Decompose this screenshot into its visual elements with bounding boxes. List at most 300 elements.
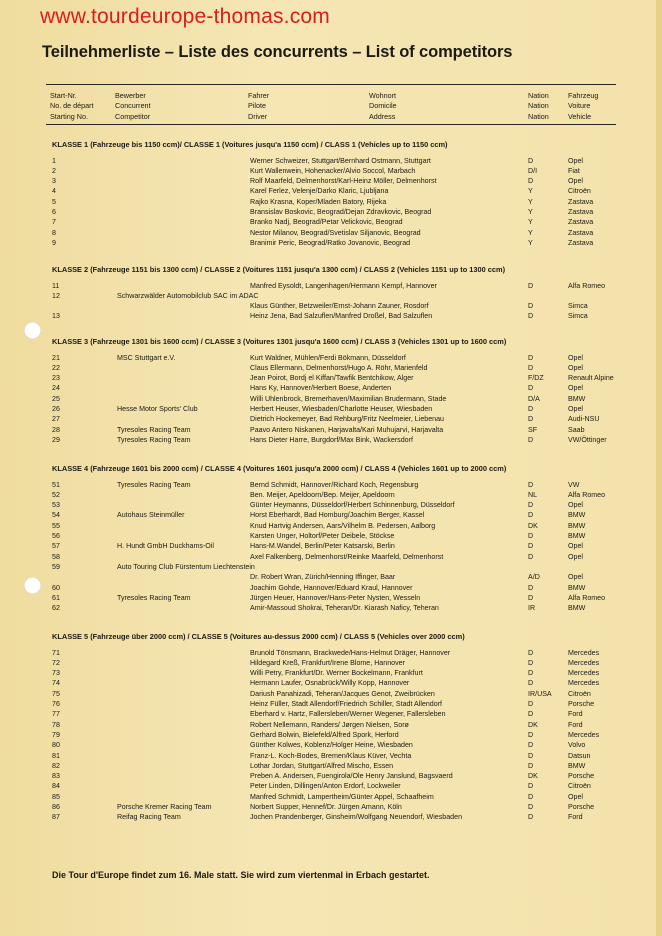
competitor-name: Auto Touring Club Fürstentum Liechtenstein xyxy=(117,562,255,571)
start-number: 21 xyxy=(52,353,60,362)
table-row xyxy=(0,521,662,531)
header-label: Start-Nr. xyxy=(50,91,77,100)
vehicle-make: Mercedes xyxy=(568,669,600,678)
driver-names: Knud Hartvig Andersen, Aars/Vilhelm B. Pedersen, Aalborg xyxy=(250,521,436,530)
driver-names: Hans Ky, Hannover/Herbert Boese, Anderten xyxy=(250,384,392,393)
table-row xyxy=(0,781,662,791)
start-number: 26 xyxy=(52,405,60,413)
vehicle-make: BMW xyxy=(568,761,586,770)
competitor-name: Tyresoles Racing Team xyxy=(117,593,191,602)
driver-names: Hildegard Kreß, Frankfurt/Irene Blome, Hannover xyxy=(250,658,405,667)
table-row xyxy=(0,301,662,311)
class-title: KLASSE 5 (Fahrzeuge über 2000 ccm) / CLASSE 5 (Voitures au-dessus 2000 ccm) / CLASS 5 (Vehicles over 2000 ccm) xyxy=(52,632,465,641)
driver-names: Branimir Peric, Beograd/Ratko Jovanovic, Beograd xyxy=(250,238,411,247)
table-row xyxy=(0,404,662,414)
header-label: Vehicle xyxy=(568,111,592,121)
driver-names: Rolf Maarfeld, Delmenhorst/Karl-Heinz Möller, Delmenhorst xyxy=(250,177,437,186)
vehicle-make: Opel xyxy=(568,363,583,372)
header-label: Nation xyxy=(528,111,549,121)
nation-code: D xyxy=(528,480,534,489)
site-link[interactable]: www.tourdeurope-thomas.com xyxy=(40,5,330,28)
footer-note: Die Tour d'Europe findet zum 16. Male statt. Sie wird zum viertenmal in Erbach gestartet. xyxy=(52,870,430,880)
vehicle-make: Mercedes xyxy=(568,679,600,688)
start-number: 3 xyxy=(52,177,56,186)
driver-names: Heinz Jena, Bad Salzuflen/Manfred Droßel, Bad Salzuflen xyxy=(250,312,433,321)
nation-code: NL xyxy=(528,490,538,499)
start-number: 85 xyxy=(52,792,60,801)
start-number: 12 xyxy=(52,291,60,300)
nation-code: D xyxy=(528,593,534,602)
start-number: 4 xyxy=(52,187,56,196)
vehicle-make: VW xyxy=(568,480,580,489)
start-number: 24 xyxy=(52,384,60,393)
table-row xyxy=(0,353,662,363)
start-number: 81 xyxy=(52,751,60,760)
nation-code: D xyxy=(528,648,534,657)
start-number: 1 xyxy=(52,156,56,165)
nation-code: D xyxy=(528,435,534,444)
nation-code: D xyxy=(528,511,534,520)
table-row xyxy=(0,802,662,812)
driver-names: Hermann Laufer, Osnabrück/Willy Kopp, Hannover xyxy=(250,679,410,688)
table-row xyxy=(0,562,662,572)
driver-names: Kurt Waldner, Mühlen/Ferdi Bökmann, Düsseldorf xyxy=(250,353,406,362)
vehicle-make: Opel xyxy=(568,542,583,551)
start-number: 7 xyxy=(52,218,56,227)
vehicle-make: Renault Alpine xyxy=(568,374,614,383)
nation-code: A/D xyxy=(528,573,540,582)
competitor-name: Schwarzwälder Automobilclub SAC im ADAC xyxy=(117,291,259,300)
vehicle-make: Opel xyxy=(568,552,583,561)
start-number: 74 xyxy=(52,679,60,688)
start-number: 60 xyxy=(52,583,60,592)
start-number: 59 xyxy=(52,562,60,571)
header-label: Fahrer xyxy=(248,91,270,100)
vehicle-make: VW/Öttinger xyxy=(568,435,607,444)
driver-names: Willi Petry, Frankfurt/Dr. Werner Bockelmann, Frankfurt xyxy=(250,669,423,678)
nation-code: Y xyxy=(528,218,533,227)
nation-code: D xyxy=(528,532,534,540)
driver-names: Karel Ferlez, Velenje/Darko Klaric, Ljubljana xyxy=(250,187,389,196)
table-row xyxy=(0,541,662,551)
vehicle-make: Mercedes xyxy=(568,658,600,667)
start-number: 51 xyxy=(52,480,60,489)
driver-names: Lothar Jordan, Stuttgart/Alfred Mischo, Essen xyxy=(250,761,394,770)
vehicle-make: Alfa Romeo xyxy=(568,593,606,602)
start-number: 75 xyxy=(52,689,60,698)
start-number: 82 xyxy=(52,761,60,770)
start-number: 73 xyxy=(52,669,60,678)
start-number: 29 xyxy=(52,435,60,444)
nation-code: D xyxy=(528,405,534,413)
table-row xyxy=(0,228,662,238)
header-label: Fahrzeug xyxy=(568,91,599,100)
header-vehicle xyxy=(568,91,598,122)
header-label: Address xyxy=(369,111,396,121)
punch-hole xyxy=(24,322,41,339)
nation-code: D xyxy=(528,552,534,561)
vehicle-make: Simca xyxy=(568,302,588,311)
table-row xyxy=(0,311,662,321)
table-row xyxy=(0,552,662,562)
competitor-name: Hesse Motor Sports' Club xyxy=(117,405,198,413)
driver-names: Dr. Robert Wran, Zürich/Henning Iffinger, Baar xyxy=(250,573,396,582)
nation-code: D xyxy=(528,363,534,372)
driver-names: Ben. Meijer, Apeldoorn/Bep. Meijer, Apeldoorn xyxy=(250,490,395,499)
start-number: 13 xyxy=(52,312,60,321)
driver-names: Paavo Antero Niskanen, Harjavalta/Kari Muhujarvi, Harjavalta xyxy=(250,425,444,434)
driver-names: Werner Schweizer, Stuttgart/Bernhard Ostmann, Stuttgart xyxy=(250,156,431,165)
driver-names: Manfred Eysoldt, Langenhagen/Hermann Kempf, Hannover xyxy=(250,281,437,290)
nation-code: D xyxy=(528,813,534,822)
table-row xyxy=(0,572,662,582)
start-number: 76 xyxy=(52,700,60,708)
header-start-no xyxy=(50,91,94,122)
driver-names: Joachim Gohde, Hannover/Eduard Kraul, Hannover xyxy=(250,583,413,592)
nation-code: IR/USA xyxy=(528,689,552,698)
vehicle-make: BMW xyxy=(568,583,586,592)
table-row xyxy=(0,730,662,740)
start-number: 23 xyxy=(52,374,60,383)
table-row xyxy=(0,166,662,176)
table-row xyxy=(0,689,662,699)
competitor-name: Autohaus Steinmüller xyxy=(117,511,185,520)
start-number: 80 xyxy=(52,741,60,750)
table-row xyxy=(0,281,662,291)
vehicle-make: Opel xyxy=(568,353,583,362)
table-row xyxy=(0,761,662,771)
vehicle-make: BMW xyxy=(568,511,586,520)
table-row xyxy=(0,363,662,373)
nation-code: Y xyxy=(528,228,533,237)
vehicle-make: Opel xyxy=(568,501,583,510)
vehicle-make: Opel xyxy=(568,156,583,165)
nation-code: D xyxy=(528,658,534,667)
table-row xyxy=(0,593,662,603)
vehicle-make: BMW xyxy=(568,532,586,540)
table-row xyxy=(0,238,662,248)
vehicle-make: BMW xyxy=(568,604,586,613)
table-row xyxy=(0,583,662,593)
driver-names: Horst Eberhardt, Bad Homburg/Joachim Berger, Kassel xyxy=(250,511,425,520)
driver-names: Willi Uhlenbrock, Bremerhaven/Maximilian Brudermann, Stade xyxy=(250,394,447,403)
nation-code: SF xyxy=(528,425,538,434)
nation-code: D xyxy=(528,312,534,321)
header-label: Competitor xyxy=(115,111,151,121)
competitor-name: Porsche Kremer Racing Team xyxy=(117,803,212,811)
vehicle-make: Alfa Romeo xyxy=(568,490,606,499)
start-number: 11 xyxy=(52,281,60,290)
nation-code: DK xyxy=(528,521,538,530)
header-driver xyxy=(248,91,269,122)
driver-names: Gerhard Bolwin, Bielefeld/Alfred Spork, Herford xyxy=(250,730,399,739)
start-number: 78 xyxy=(52,720,60,729)
nation-code: D xyxy=(528,177,534,186)
start-number: 77 xyxy=(52,710,60,719)
vehicle-make: Zastava xyxy=(568,218,594,227)
header-label: Voiture xyxy=(568,101,591,111)
start-number: 54 xyxy=(52,511,60,520)
vehicle-make: Datsun xyxy=(568,751,591,760)
vehicle-make: BMW xyxy=(568,521,586,530)
driver-names: Axel Falkenberg, Delmenhorst/Reinke Maarfeld, Delmenhorst xyxy=(250,552,444,561)
header-label: Nation xyxy=(528,91,549,100)
table-row xyxy=(0,186,662,196)
competitor-name: H. Hundt GmbH Duckhams-Oil xyxy=(117,542,214,551)
driver-names: Hans Dieter Harre, Burgdorf/Max Bink, Wackersdorf xyxy=(250,435,413,444)
nation-code: D xyxy=(528,669,534,678)
table-row xyxy=(0,394,662,404)
header-label: Starting No. xyxy=(50,111,88,121)
nation-code: D xyxy=(528,542,534,551)
table-row xyxy=(0,751,662,761)
driver-names: Hans-M.Wandel, Berlin/Peter Katsarski, Berlin xyxy=(250,542,395,551)
driver-names: Herbert Heuser, Wiesbaden/Charlotte Heuser, Wiesbaden xyxy=(250,405,433,413)
vehicle-make: Porsche xyxy=(568,803,595,811)
start-number: 58 xyxy=(52,552,60,561)
table-row xyxy=(0,603,662,613)
nation-code: D xyxy=(528,415,534,424)
driver-names: Eberhard v. Hartz, Fallersleben/Werner Wegener, Fallersleben xyxy=(250,710,446,719)
table-row xyxy=(0,414,662,424)
vehicle-make: Porsche xyxy=(568,772,595,781)
vehicle-make: Citroën xyxy=(568,689,591,698)
table-row xyxy=(0,197,662,207)
table-row xyxy=(0,510,662,520)
start-number: 52 xyxy=(52,490,60,499)
vehicle-make: Opel xyxy=(568,384,583,393)
vehicle-make: Saab xyxy=(568,425,585,434)
header-label: Pilote xyxy=(248,101,266,111)
nation-code: D xyxy=(528,710,534,719)
start-number: 71 xyxy=(52,648,60,657)
driver-names: Heinz Füller, Stadt Allendorf/Friedrich Schiller, Stadt Allendorf xyxy=(250,700,443,708)
nation-code: D xyxy=(528,700,534,708)
driver-names: Dariush Panahizadi, Teheran/Jacques Genot, Zweibrücken xyxy=(250,689,435,698)
nation-code: D/I xyxy=(528,166,538,175)
driver-names: Jochen Prandenberger, Ginsheim/Wolfgang Neuendorf, Wiesbaden xyxy=(250,813,463,822)
start-number: 8 xyxy=(52,228,56,237)
vehicle-make: Mercedes xyxy=(568,648,600,657)
table-row xyxy=(0,500,662,510)
table-row xyxy=(0,490,662,500)
table-row xyxy=(0,709,662,719)
nation-code: DK xyxy=(528,772,538,781)
vehicle-make: Opel xyxy=(568,405,583,413)
nation-code: D xyxy=(528,761,534,770)
header-rule-bottom xyxy=(46,124,616,125)
competitor-name: Tyresoles Racing Team xyxy=(117,425,191,434)
nation-code: D xyxy=(528,583,534,592)
nation-code: Y xyxy=(528,208,533,216)
table-row xyxy=(0,531,662,541)
driver-names: Dietrich Hockemeyer, Bad Rehburg/Fritz Neelmeier, Liebenau xyxy=(250,415,444,424)
start-number: 56 xyxy=(52,532,60,540)
header-address xyxy=(369,91,397,122)
vehicle-make: Opel xyxy=(568,573,583,582)
driver-names: Claus Ellermann, Delmenhorst/Hugo A. Röhr, Marienfeld xyxy=(250,363,428,372)
header-label: Bewerber xyxy=(115,91,146,100)
header-label: Driver xyxy=(248,111,268,121)
driver-names: Jean Poirot, Bordj el Kiffan/Tawfik Bentchikow, Alger xyxy=(250,374,414,383)
start-number: 86 xyxy=(52,803,60,811)
class-title: KLASSE 2 (Fahrzeuge 1151 bis 1300 ccm) / CLASSE 2 (Voitures 1151 jusqu'a 1300 ccm) / CLASS 2 (Vehicles 1151 up to 1300 ccm) xyxy=(52,265,506,274)
nation-code: Y xyxy=(528,238,533,247)
table-row xyxy=(0,425,662,435)
vehicle-make: BMW xyxy=(568,394,586,403)
class-title: KLASSE 1 (Fahrzeuge bis 1150 ccm)/ CLASSE 1 (Voitures jusqu'a 1150 ccm) / CLASS 1 (Vehicles up to 1150 ccm) xyxy=(52,140,448,149)
nation-code: D xyxy=(528,741,534,750)
vehicle-make: Citroën xyxy=(568,187,591,196)
vehicle-make: Zastava xyxy=(568,197,594,206)
nation-code: Y xyxy=(528,187,533,196)
start-number: 22 xyxy=(52,363,60,372)
class-title: KLASSE 3 (Fahrzeuge 1301 bis 1600 ccm) / CLASSE 3 (Voitures 1301 jusqu'a 1600 ccm) / CLASS 3 (Vehicles 1301 up to 1600 ccm) xyxy=(52,337,507,346)
nation-code: D xyxy=(528,803,534,811)
driver-names: Klaus Günther, Betzweiler/Ernst-Johann Zauner, Rosdorf xyxy=(250,302,429,311)
start-number: 83 xyxy=(52,772,60,781)
driver-names: Peter Linden, Dillingen/Anton Erdorf, Lockweiler xyxy=(250,782,401,791)
table-row xyxy=(0,480,662,490)
vehicle-make: Alfa Romeo xyxy=(568,281,606,290)
start-number: 28 xyxy=(52,425,60,434)
start-number: 79 xyxy=(52,730,60,739)
header-nation xyxy=(528,91,549,122)
driver-names: Norbert Supper, Hennef/Dr. Jürgen Amann, Köln xyxy=(250,803,402,811)
table-row xyxy=(0,740,662,750)
competitor-name: Tyresoles Racing Team xyxy=(117,480,191,489)
nation-code: D xyxy=(528,156,534,165)
driver-names: Günter Heymanns, Düsseldorf/Herbert Schinnenburg, Düsseldorf xyxy=(250,501,455,510)
vehicle-make: Zastava xyxy=(568,238,594,247)
driver-names: Brunold Tönsmann, Brackwede/Hans-Helmut Dräger, Hannover xyxy=(250,648,451,657)
start-number: 87 xyxy=(52,813,60,822)
nation-code: D xyxy=(528,782,534,791)
start-number: 2 xyxy=(52,166,56,175)
nation-code: D/A xyxy=(528,394,540,403)
page-title: Teilnehmerliste – Liste des concurrents – List of competitors xyxy=(42,43,513,61)
vehicle-make: Citroën xyxy=(568,782,591,791)
table-row xyxy=(0,678,662,688)
table-row xyxy=(0,658,662,668)
nation-code: DK xyxy=(528,720,538,729)
driver-names: Jürgen Heuer, Hannover/Hans-Peter Nysten, Wesseln xyxy=(250,593,421,602)
header-label: Concurrent xyxy=(115,101,151,111)
nation-code: D xyxy=(528,792,534,801)
driver-names: Rajko Krasna, Koper/Mladen Batory, Rijeka xyxy=(250,197,387,206)
start-number: 5 xyxy=(52,197,56,206)
table-row xyxy=(0,792,662,802)
driver-names: Karsten Unger, Holtorf/Peter Deibele, Stöckse xyxy=(250,532,395,540)
driver-names: Franz-L. Koch-Bodes, Bremen/Klaus Küver, Vechta xyxy=(250,751,412,760)
class-title: KLASSE 4 (Fahrzeuge 1601 bis 2000 ccm) / CLASSE 4 (Voitures 1601 jusqu'a 2000 ccm) / CLASS 4 (Vehicles 1601 up to 2000 ccm) xyxy=(52,464,507,473)
vehicle-make: Zastava xyxy=(568,208,594,216)
driver-names: Bransislav Boskovic, Beograd/Dejan Zdravkovic, Beograd xyxy=(250,208,432,216)
nation-code: D xyxy=(528,730,534,739)
start-number: 84 xyxy=(52,782,60,791)
nation-code: F/DZ xyxy=(528,374,544,383)
vehicle-make: Ford xyxy=(568,710,583,719)
start-number: 72 xyxy=(52,658,60,667)
nation-code: IR xyxy=(528,604,536,613)
start-number: 57 xyxy=(52,542,60,551)
header-competitor xyxy=(115,91,151,122)
table-row xyxy=(0,812,662,822)
driver-names: Amir-Massoud Shokrai, Teheran/Dr. Kiarash Naficy, Teheran xyxy=(250,604,439,613)
table-row xyxy=(0,435,662,445)
nation-code: D xyxy=(528,679,534,688)
table-row xyxy=(0,720,662,730)
nation-code: Y xyxy=(528,197,533,206)
driver-names: Bernd Schmidt, Hannover/Richard Koch, Regensburg xyxy=(250,480,419,489)
punch-hole xyxy=(24,577,41,594)
competitor-name: Reifag Racing Team xyxy=(117,813,181,822)
vehicle-make: Mercedes xyxy=(568,730,600,739)
driver-names: Robert Nellemann, Randers/ Jørgen Nielsen, Sorø xyxy=(250,720,409,729)
driver-names: Kurt Wallenwein, Hohenacker/Alvio Soccol, Marbach xyxy=(250,166,416,175)
table-row xyxy=(0,383,662,393)
competitor-name: Tyresoles Racing Team xyxy=(117,435,191,444)
vehicle-make: Porsche xyxy=(568,700,595,708)
table-row xyxy=(0,373,662,383)
start-number: 6 xyxy=(52,208,56,216)
vehicle-make: Simca xyxy=(568,312,588,321)
start-number: 27 xyxy=(52,415,60,424)
vehicle-make: Ford xyxy=(568,720,583,729)
vehicle-make: Ford xyxy=(568,813,583,822)
start-number: 9 xyxy=(52,238,56,247)
header-rule-top xyxy=(46,84,616,85)
driver-names: Manfred Schmidt, Lampertheim/Günter Appel, Schaafheim xyxy=(250,792,434,801)
driver-names: Nestor Milanov, Beograd/Svetislav Siljanovic, Beograd xyxy=(250,228,421,237)
table-row xyxy=(0,207,662,217)
nation-code: D xyxy=(528,353,534,362)
table-row xyxy=(0,771,662,781)
competitor-name: MSC Stuttgart e.V. xyxy=(117,353,176,362)
vehicle-make: Volvo xyxy=(568,741,586,750)
table-row xyxy=(0,699,662,709)
vehicle-make: Audi-NSU xyxy=(568,415,600,424)
table-row xyxy=(0,176,662,186)
vehicle-make: Zastava xyxy=(568,228,594,237)
header-label: Wohnort xyxy=(369,91,397,100)
nation-code: D xyxy=(528,384,534,393)
header-label: Nation xyxy=(528,101,549,111)
start-number: 53 xyxy=(52,501,60,510)
driver-names: Günther Kolwes, Koblenz/Holger Heine, Wiesbaden xyxy=(250,741,413,750)
nation-code: D xyxy=(528,302,534,311)
table-row xyxy=(0,668,662,678)
table-row xyxy=(0,156,662,166)
vehicle-make: Opel xyxy=(568,177,583,186)
vehicle-make: Opel xyxy=(568,792,583,801)
start-number: 61 xyxy=(52,593,60,602)
driver-names: Branko Nadj, Beograd/Petar Velickovic, Beograd xyxy=(250,218,403,227)
table-row xyxy=(0,291,662,301)
nation-code: D xyxy=(528,501,534,510)
start-number: 25 xyxy=(52,394,60,403)
table-row xyxy=(0,217,662,227)
vehicle-make: Fiat xyxy=(568,166,580,175)
start-number: 62 xyxy=(52,604,60,613)
header-label: Domicile xyxy=(369,101,397,111)
table-row xyxy=(0,648,662,658)
nation-code: D xyxy=(528,281,534,290)
driver-names: Preben A. Andersen, Fuengirola/Ole Henry Janslund, Bagsvaerd xyxy=(250,772,453,781)
start-number: 55 xyxy=(52,521,60,530)
header-label: No. de départ xyxy=(50,101,94,111)
nation-code: D xyxy=(528,751,534,760)
